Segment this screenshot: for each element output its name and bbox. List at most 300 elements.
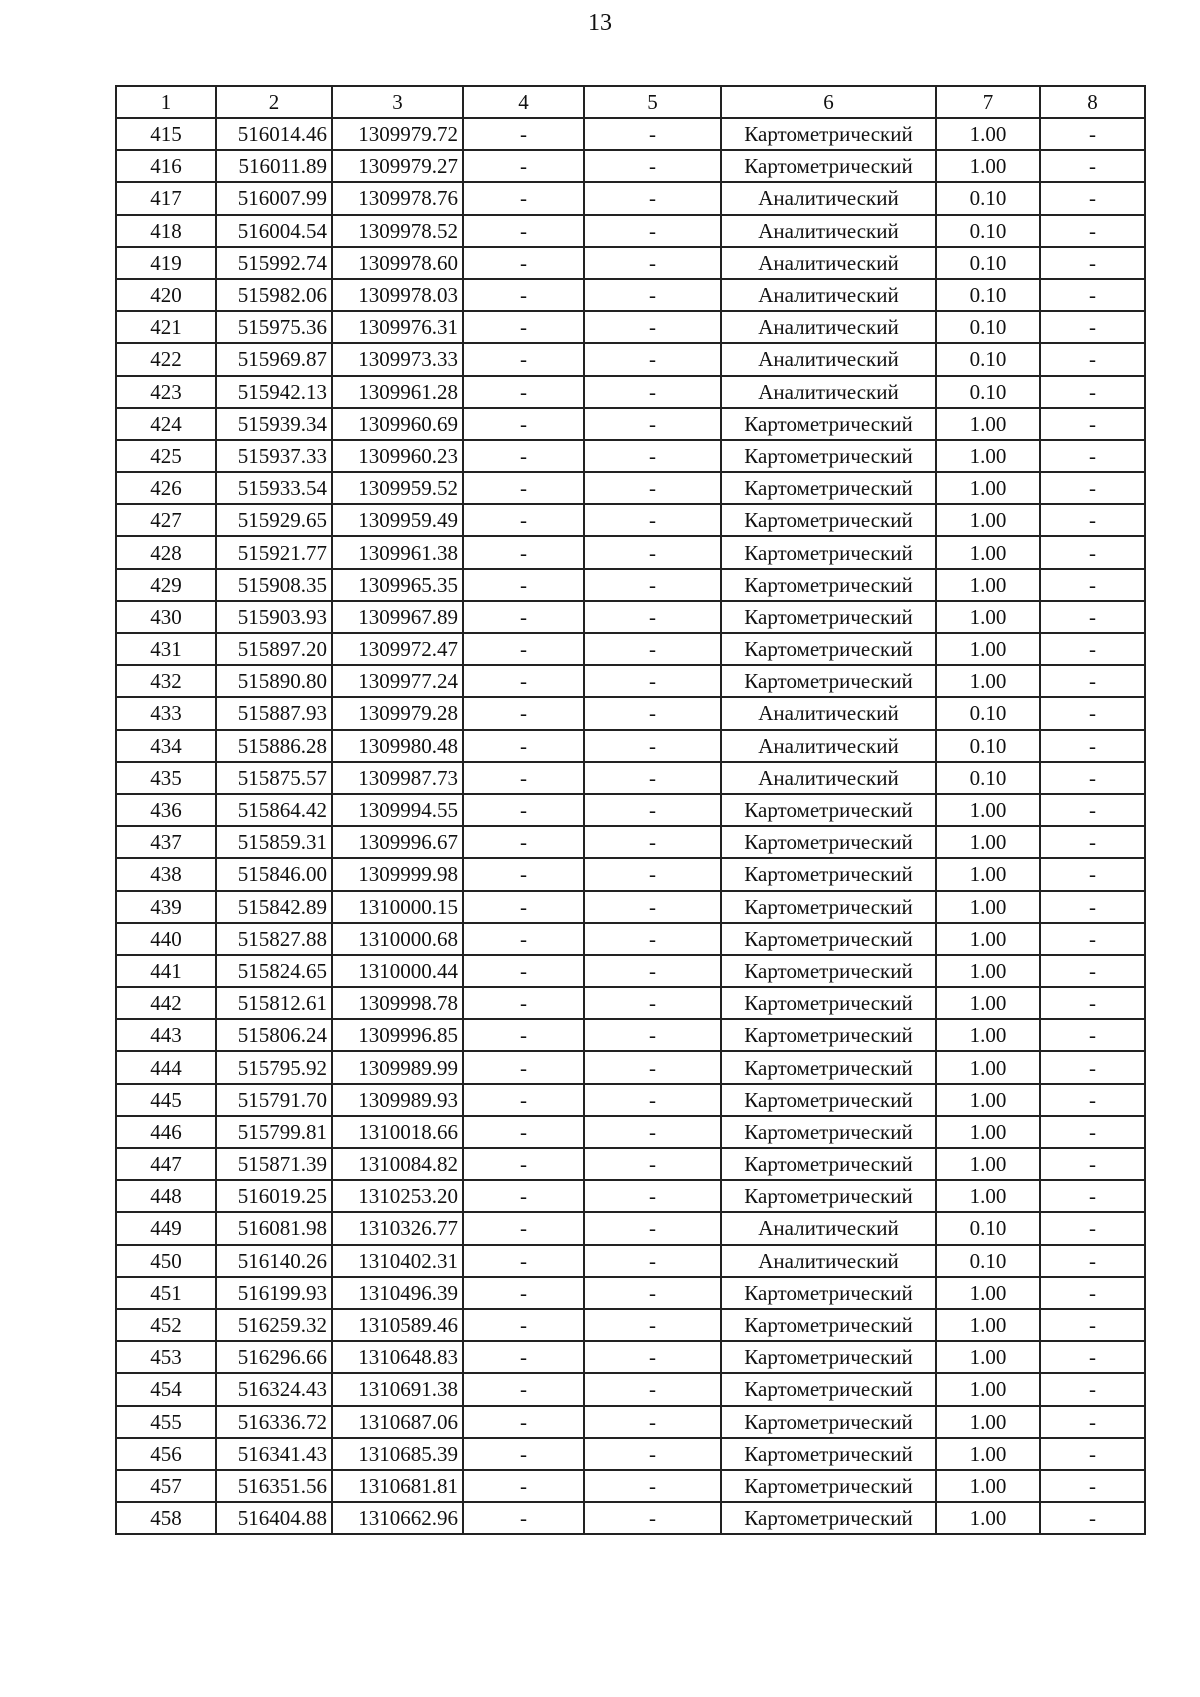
col4-cell: -: [463, 1019, 584, 1051]
col5-cell: -: [584, 1116, 721, 1148]
point-number-cell: 451: [116, 1277, 216, 1309]
table-row: [116, 1502, 1145, 1534]
col5-cell: -: [584, 1277, 721, 1309]
accuracy-cell: 1.00: [936, 504, 1040, 536]
point-number-cell: 442: [116, 987, 216, 1019]
x-coordinate-cell: 516336.72: [216, 1406, 332, 1438]
col8-cell: -: [1040, 150, 1145, 182]
method-cell: Аналитический: [721, 730, 936, 762]
point-number-cell: 432: [116, 665, 216, 697]
col8-cell: -: [1040, 1470, 1145, 1502]
column-header: 6: [721, 86, 936, 118]
col4-cell: -: [463, 215, 584, 247]
col4-cell: -: [463, 504, 584, 536]
col8-cell: -: [1040, 1148, 1145, 1180]
col5-cell: -: [584, 1180, 721, 1212]
method-cell: Картометрический: [721, 826, 936, 858]
method-cell: Картометрический: [721, 1051, 936, 1083]
col5-cell: -: [584, 762, 721, 794]
col4-cell: -: [463, 343, 584, 375]
x-coordinate-cell: 515875.57: [216, 762, 332, 794]
col4-cell: -: [463, 1502, 584, 1534]
method-cell: Картометрический: [721, 794, 936, 826]
x-coordinate-cell: 515827.88: [216, 923, 332, 955]
accuracy-cell: 1.00: [936, 1373, 1040, 1405]
method-cell: Аналитический: [721, 697, 936, 729]
x-coordinate-cell: 515842.89: [216, 891, 332, 923]
col5-cell: -: [584, 1148, 721, 1180]
y-coordinate-cell: 1309961.28: [332, 376, 463, 408]
method-cell: Картометрический: [721, 987, 936, 1019]
y-coordinate-cell: 1310589.46: [332, 1309, 463, 1341]
table-row: [116, 794, 1145, 826]
y-coordinate-cell: 1310648.83: [332, 1341, 463, 1373]
method-cell: Аналитический: [721, 311, 936, 343]
point-number-cell: 429: [116, 569, 216, 601]
x-coordinate-cell: 515806.24: [216, 1019, 332, 1051]
x-coordinate-cell: 515824.65: [216, 955, 332, 987]
col8-cell: -: [1040, 311, 1145, 343]
col5-cell: -: [584, 1245, 721, 1277]
col8-cell: -: [1040, 182, 1145, 214]
accuracy-cell: 1.00: [936, 633, 1040, 665]
point-number-cell: 428: [116, 536, 216, 568]
table-row: [116, 697, 1145, 729]
col4-cell: -: [463, 858, 584, 890]
method-cell: Картометрический: [721, 1438, 936, 1470]
accuracy-cell: 0.10: [936, 215, 1040, 247]
table-row: [116, 955, 1145, 987]
col5-cell: -: [584, 472, 721, 504]
x-coordinate-cell: 515890.80: [216, 665, 332, 697]
y-coordinate-cell: 1310685.39: [332, 1438, 463, 1470]
y-coordinate-cell: 1309980.48: [332, 730, 463, 762]
col4-cell: -: [463, 1245, 584, 1277]
method-cell: Картометрический: [721, 569, 936, 601]
method-cell: Картометрический: [721, 1309, 936, 1341]
y-coordinate-cell: 1310691.38: [332, 1373, 463, 1405]
col8-cell: -: [1040, 601, 1145, 633]
point-number-cell: 450: [116, 1245, 216, 1277]
point-number-cell: 445: [116, 1084, 216, 1116]
point-number-cell: 424: [116, 408, 216, 440]
y-coordinate-cell: 1309976.31: [332, 311, 463, 343]
x-coordinate-cell: 515929.65: [216, 504, 332, 536]
table-row: [116, 1406, 1145, 1438]
col4-cell: -: [463, 1116, 584, 1148]
accuracy-cell: 0.10: [936, 697, 1040, 729]
x-coordinate-cell: 515908.35: [216, 569, 332, 601]
point-number-cell: 441: [116, 955, 216, 987]
y-coordinate-cell: 1309994.55: [332, 794, 463, 826]
accuracy-cell: 1.00: [936, 1438, 1040, 1470]
col5-cell: -: [584, 343, 721, 375]
y-coordinate-cell: 1309998.78: [332, 987, 463, 1019]
accuracy-cell: 1.00: [936, 1148, 1040, 1180]
col5-cell: -: [584, 1470, 721, 1502]
col8-cell: -: [1040, 697, 1145, 729]
point-number-cell: 425: [116, 440, 216, 472]
col8-cell: -: [1040, 1180, 1145, 1212]
table-row: [116, 730, 1145, 762]
table-row: [116, 472, 1145, 504]
col5-cell: -: [584, 1373, 721, 1405]
accuracy-cell: 1.00: [936, 1051, 1040, 1083]
table-row: [116, 665, 1145, 697]
point-number-cell: 426: [116, 472, 216, 504]
table-row: [116, 1245, 1145, 1277]
table-row: [116, 1438, 1145, 1470]
col8-cell: -: [1040, 762, 1145, 794]
x-coordinate-cell: 515982.06: [216, 279, 332, 311]
x-coordinate-cell: 516140.26: [216, 1245, 332, 1277]
col4-cell: -: [463, 923, 584, 955]
col8-cell: -: [1040, 279, 1145, 311]
table-row: [116, 1180, 1145, 1212]
col4-cell: -: [463, 1277, 584, 1309]
col4-cell: -: [463, 1180, 584, 1212]
col5-cell: -: [584, 376, 721, 408]
table-row: [116, 1051, 1145, 1083]
col4-cell: -: [463, 955, 584, 987]
y-coordinate-cell: 1310681.81: [332, 1470, 463, 1502]
y-coordinate-cell: 1309959.49: [332, 504, 463, 536]
point-number-cell: 457: [116, 1470, 216, 1502]
col8-cell: -: [1040, 343, 1145, 375]
method-cell: Картометрический: [721, 1277, 936, 1309]
method-cell: Аналитический: [721, 762, 936, 794]
col8-cell: -: [1040, 891, 1145, 923]
col8-cell: -: [1040, 247, 1145, 279]
x-coordinate-cell: 515859.31: [216, 826, 332, 858]
col5-cell: -: [584, 1438, 721, 1470]
accuracy-cell: 1.00: [936, 1502, 1040, 1534]
method-cell: Картометрический: [721, 440, 936, 472]
accuracy-cell: 1.00: [936, 923, 1040, 955]
table-row: [116, 150, 1145, 182]
accuracy-cell: 0.10: [936, 343, 1040, 375]
y-coordinate-cell: 1309960.69: [332, 408, 463, 440]
col4-cell: -: [463, 440, 584, 472]
accuracy-cell: 0.10: [936, 311, 1040, 343]
method-cell: Картометрический: [721, 1116, 936, 1148]
table-row: [116, 182, 1145, 214]
point-number-cell: 446: [116, 1116, 216, 1148]
point-number-cell: 438: [116, 858, 216, 890]
col8-cell: -: [1040, 536, 1145, 568]
col4-cell: -: [463, 536, 584, 568]
y-coordinate-cell: 1310018.66: [332, 1116, 463, 1148]
method-cell: Аналитический: [721, 279, 936, 311]
method-cell: Картометрический: [721, 891, 936, 923]
accuracy-cell: 1.00: [936, 1277, 1040, 1309]
col8-cell: -: [1040, 923, 1145, 955]
table-row: [116, 376, 1145, 408]
table-row: [116, 440, 1145, 472]
point-number-cell: 435: [116, 762, 216, 794]
point-number-cell: 423: [116, 376, 216, 408]
table-row: [116, 1470, 1145, 1502]
col5-cell: -: [584, 697, 721, 729]
accuracy-cell: 0.10: [936, 762, 1040, 794]
col5-cell: -: [584, 665, 721, 697]
accuracy-cell: 0.10: [936, 730, 1040, 762]
x-coordinate-cell: 515992.74: [216, 247, 332, 279]
col8-cell: -: [1040, 1245, 1145, 1277]
col4-cell: -: [463, 182, 584, 214]
accuracy-cell: 1.00: [936, 569, 1040, 601]
col5-cell: -: [584, 1341, 721, 1373]
col5-cell: -: [584, 730, 721, 762]
col8-cell: -: [1040, 376, 1145, 408]
col4-cell: -: [463, 1470, 584, 1502]
y-coordinate-cell: 1309978.52: [332, 215, 463, 247]
accuracy-cell: 1.00: [936, 1084, 1040, 1116]
col4-cell: -: [463, 1438, 584, 1470]
point-number-cell: 439: [116, 891, 216, 923]
y-coordinate-cell: 1309973.33: [332, 343, 463, 375]
column-header: 1: [116, 86, 216, 118]
y-coordinate-cell: 1309999.98: [332, 858, 463, 890]
x-coordinate-cell: 515975.36: [216, 311, 332, 343]
accuracy-cell: 1.00: [936, 408, 1040, 440]
method-cell: Картометрический: [721, 150, 936, 182]
table-row: [116, 1084, 1145, 1116]
y-coordinate-cell: 1309960.23: [332, 440, 463, 472]
col5-cell: -: [584, 215, 721, 247]
col8-cell: -: [1040, 504, 1145, 536]
y-coordinate-cell: 1310687.06: [332, 1406, 463, 1438]
method-cell: Картометрический: [721, 1470, 936, 1502]
col4-cell: -: [463, 279, 584, 311]
method-cell: Картометрический: [721, 408, 936, 440]
col4-cell: -: [463, 408, 584, 440]
method-cell: Картометрический: [721, 1341, 936, 1373]
col8-cell: -: [1040, 1341, 1145, 1373]
table-row: [116, 858, 1145, 890]
col8-cell: -: [1040, 440, 1145, 472]
accuracy-cell: 1.00: [936, 440, 1040, 472]
col4-cell: -: [463, 762, 584, 794]
point-number-cell: 443: [116, 1019, 216, 1051]
x-coordinate-cell: 515887.93: [216, 697, 332, 729]
x-coordinate-cell: 515903.93: [216, 601, 332, 633]
table-row: [116, 826, 1145, 858]
method-cell: Картометрический: [721, 1502, 936, 1534]
x-coordinate-cell: 515897.20: [216, 633, 332, 665]
col8-cell: -: [1040, 1212, 1145, 1244]
table-row: [116, 601, 1145, 633]
y-coordinate-cell: 1309979.27: [332, 150, 463, 182]
point-number-cell: 416: [116, 150, 216, 182]
x-coordinate-cell: 515846.00: [216, 858, 332, 890]
x-coordinate-cell: 515795.92: [216, 1051, 332, 1083]
col5-cell: -: [584, 601, 721, 633]
col5-cell: -: [584, 633, 721, 665]
method-cell: Аналитический: [721, 376, 936, 408]
col5-cell: -: [584, 858, 721, 890]
col8-cell: -: [1040, 955, 1145, 987]
method-cell: Картометрический: [721, 633, 936, 665]
x-coordinate-cell: 515969.87: [216, 343, 332, 375]
x-coordinate-cell: 516404.88: [216, 1502, 332, 1534]
col8-cell: -: [1040, 1084, 1145, 1116]
col5-cell: -: [584, 955, 721, 987]
table-row: [116, 1019, 1145, 1051]
col5-cell: -: [584, 536, 721, 568]
header-row: [116, 86, 1145, 118]
x-coordinate-cell: 515942.13: [216, 376, 332, 408]
col4-cell: -: [463, 601, 584, 633]
method-cell: Картометрический: [721, 1148, 936, 1180]
col5-cell: -: [584, 923, 721, 955]
y-coordinate-cell: 1309996.67: [332, 826, 463, 858]
accuracy-cell: 1.00: [936, 1019, 1040, 1051]
point-number-cell: 434: [116, 730, 216, 762]
col4-cell: -: [463, 118, 584, 150]
accuracy-cell: 0.10: [936, 247, 1040, 279]
accuracy-cell: 1.00: [936, 1116, 1040, 1148]
accuracy-cell: 1.00: [936, 1180, 1040, 1212]
y-coordinate-cell: 1309979.28: [332, 697, 463, 729]
method-cell: Картометрический: [721, 923, 936, 955]
x-coordinate-cell: 515921.77: [216, 536, 332, 568]
col5-cell: -: [584, 118, 721, 150]
col8-cell: -: [1040, 1438, 1145, 1470]
col4-cell: -: [463, 697, 584, 729]
col4-cell: -: [463, 311, 584, 343]
col4-cell: -: [463, 376, 584, 408]
y-coordinate-cell: 1309979.72: [332, 118, 463, 150]
col4-cell: -: [463, 826, 584, 858]
method-cell: Картометрический: [721, 601, 936, 633]
x-coordinate-cell: 515939.34: [216, 408, 332, 440]
point-number-cell: 454: [116, 1373, 216, 1405]
point-number-cell: 440: [116, 923, 216, 955]
col4-cell: -: [463, 1212, 584, 1244]
x-coordinate-cell: 515933.54: [216, 472, 332, 504]
y-coordinate-cell: 1310326.77: [332, 1212, 463, 1244]
col8-cell: -: [1040, 794, 1145, 826]
col5-cell: -: [584, 1406, 721, 1438]
method-cell: Картометрический: [721, 1406, 936, 1438]
col8-cell: -: [1040, 215, 1145, 247]
y-coordinate-cell: 1310496.39: [332, 1277, 463, 1309]
col4-cell: -: [463, 1051, 584, 1083]
method-cell: Картометрический: [721, 472, 936, 504]
table-body: [116, 118, 1145, 1534]
col5-cell: -: [584, 1212, 721, 1244]
col5-cell: -: [584, 504, 721, 536]
table-row: [116, 247, 1145, 279]
y-coordinate-cell: 1310084.82: [332, 1148, 463, 1180]
col8-cell: -: [1040, 1116, 1145, 1148]
accuracy-cell: 1.00: [936, 955, 1040, 987]
col8-cell: -: [1040, 1502, 1145, 1534]
y-coordinate-cell: 1309978.76: [332, 182, 463, 214]
col8-cell: -: [1040, 408, 1145, 440]
method-cell: Картометрический: [721, 536, 936, 568]
point-number-cell: 456: [116, 1438, 216, 1470]
col5-cell: -: [584, 279, 721, 311]
x-coordinate-cell: 516004.54: [216, 215, 332, 247]
table-row: [116, 633, 1145, 665]
col8-cell: -: [1040, 826, 1145, 858]
point-number-cell: 415: [116, 118, 216, 150]
point-number-cell: 418: [116, 215, 216, 247]
col8-cell: -: [1040, 1373, 1145, 1405]
col8-cell: -: [1040, 730, 1145, 762]
col4-cell: -: [463, 1406, 584, 1438]
accuracy-cell: 1.00: [936, 536, 1040, 568]
x-coordinate-cell: 515791.70: [216, 1084, 332, 1116]
point-number-cell: 430: [116, 601, 216, 633]
table-row: [116, 279, 1145, 311]
point-number-cell: 455: [116, 1406, 216, 1438]
col5-cell: -: [584, 247, 721, 279]
y-coordinate-cell: 1310662.96: [332, 1502, 463, 1534]
x-coordinate-cell: 515871.39: [216, 1148, 332, 1180]
col4-cell: -: [463, 1309, 584, 1341]
point-number-cell: 458: [116, 1502, 216, 1534]
col8-cell: -: [1040, 1051, 1145, 1083]
method-cell: Картометрический: [721, 504, 936, 536]
col5-cell: -: [584, 408, 721, 440]
col5-cell: -: [584, 1019, 721, 1051]
method-cell: Картометрический: [721, 118, 936, 150]
col5-cell: -: [584, 1084, 721, 1116]
method-cell: Картометрический: [721, 1180, 936, 1212]
method-cell: Картометрический: [721, 1373, 936, 1405]
point-number-cell: 417: [116, 182, 216, 214]
col8-cell: -: [1040, 858, 1145, 890]
col5-cell: -: [584, 569, 721, 601]
x-coordinate-cell: 516007.99: [216, 182, 332, 214]
col5-cell: -: [584, 182, 721, 214]
accuracy-cell: 0.10: [936, 182, 1040, 214]
x-coordinate-cell: 515864.42: [216, 794, 332, 826]
col5-cell: -: [584, 1051, 721, 1083]
column-header: 4: [463, 86, 584, 118]
table-row: [116, 891, 1145, 923]
table-row: [116, 1212, 1145, 1244]
col8-cell: -: [1040, 665, 1145, 697]
table-row: [116, 762, 1145, 794]
method-cell: Картометрический: [721, 1084, 936, 1116]
y-coordinate-cell: 1309978.60: [332, 247, 463, 279]
x-coordinate-cell: 515812.61: [216, 987, 332, 1019]
method-cell: Картометрический: [721, 665, 936, 697]
col4-cell: -: [463, 891, 584, 923]
point-number-cell: 449: [116, 1212, 216, 1244]
col4-cell: -: [463, 1084, 584, 1116]
accuracy-cell: 1.00: [936, 472, 1040, 504]
y-coordinate-cell: 1309959.52: [332, 472, 463, 504]
accuracy-cell: 1.00: [936, 665, 1040, 697]
accuracy-cell: 1.00: [936, 1309, 1040, 1341]
coordinates-table: [115, 85, 1146, 1535]
point-number-cell: 448: [116, 1180, 216, 1212]
column-header: 3: [332, 86, 463, 118]
x-coordinate-cell: 516296.66: [216, 1341, 332, 1373]
x-coordinate-cell: 515799.81: [216, 1116, 332, 1148]
point-number-cell: 419: [116, 247, 216, 279]
method-cell: Аналитический: [721, 247, 936, 279]
point-number-cell: 420: [116, 279, 216, 311]
column-header: 5: [584, 86, 721, 118]
point-number-cell: 447: [116, 1148, 216, 1180]
col8-cell: -: [1040, 1019, 1145, 1051]
